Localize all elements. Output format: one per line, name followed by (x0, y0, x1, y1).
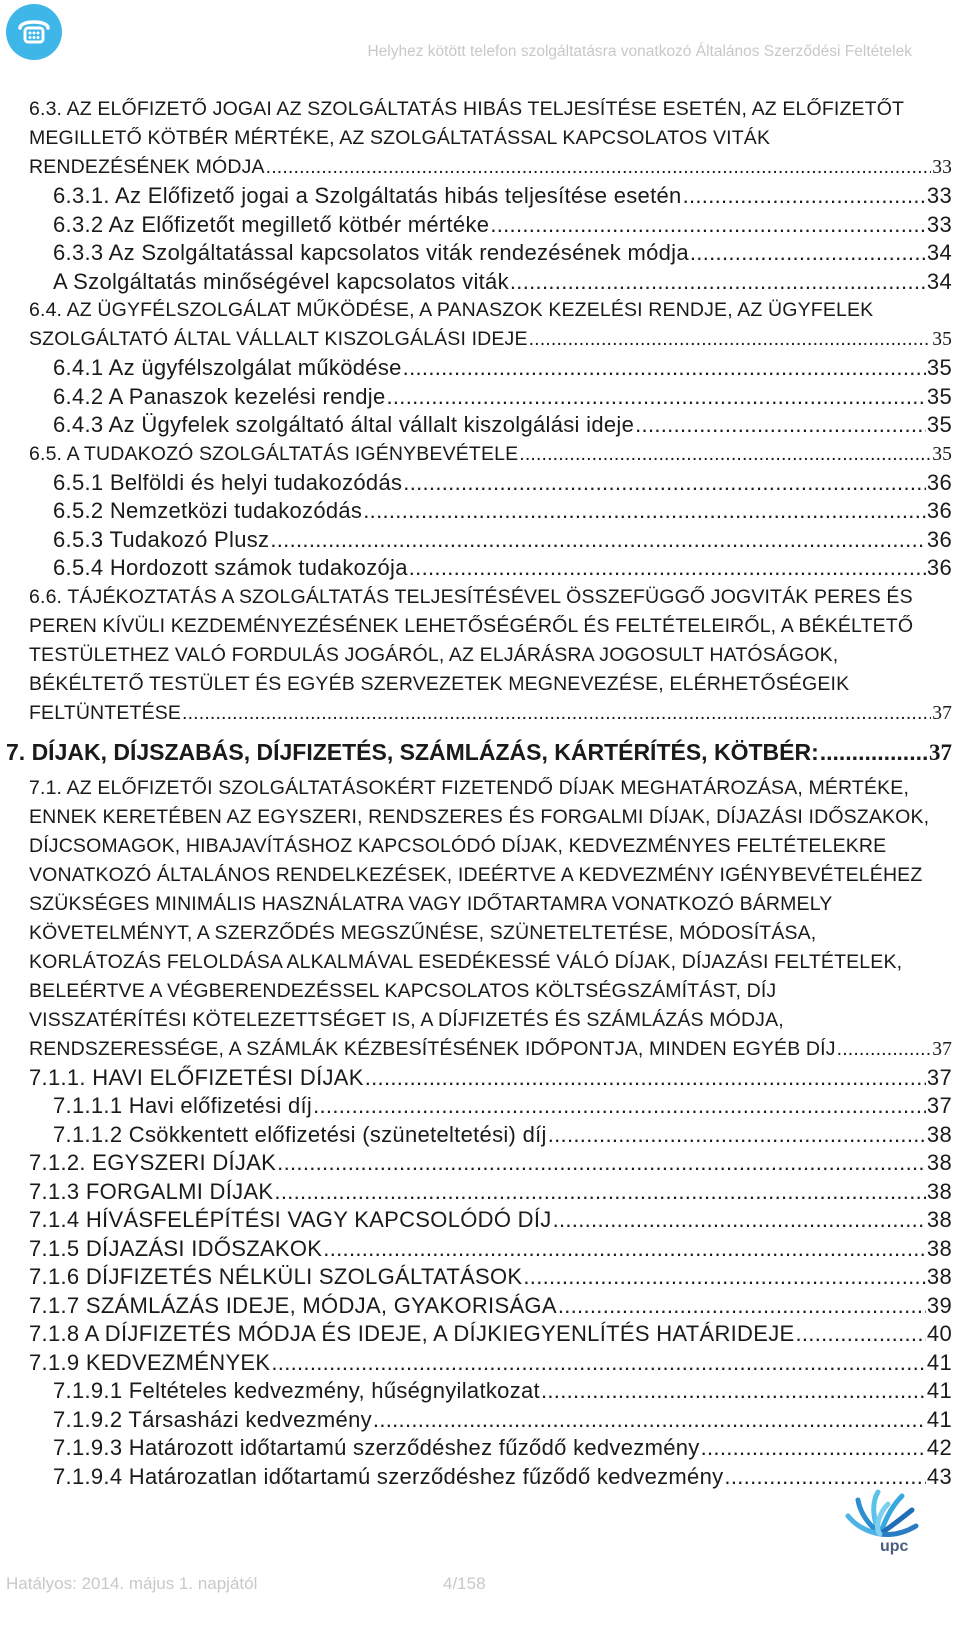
toc-entry[interactable] (0, 1121, 956, 1150)
toc-entry-title: ENNEK KERETÉBEN AZ EGYSZERI, RENDSZERES ÉS FORGALMI DÍJAK, DÍJAZÁSI IDŐSZAKOK, (29, 805, 930, 828)
toc-entry-title: 6.3.3 Az Szolgáltatással kapcsolatos viták rendezésének módja (53, 240, 689, 265)
toc-entry-title: 7.1.5 DÍJAZÁSI IDŐSZAKOK (29, 1235, 323, 1261)
dot-leader (373, 1406, 926, 1435)
page-number: 4/158 (443, 1574, 486, 1593)
toc-entry[interactable] (0, 469, 956, 498)
toc-entry-title: KÖVETELMÉNYT, A SZERZŐDÉS MEGSZŰNÉSE, SZÜNETELTETÉSE, MÓDOSÍTÁSA, (29, 921, 817, 944)
toc-entry-title: 7.1.9.4 Határozatlan időtartamú szerződéshez fűződő kedvezmény (53, 1463, 724, 1489)
toc-entry[interactable] (0, 670, 956, 699)
toc-page-number: 42 (926, 1435, 952, 1460)
toc-entry-title: 7.1. AZ ELŐFIZETŐI SZOLGÁLTATÁSOKÉRT FIZETENDŐ DÍJAK MEGHATÁROZÁSA, MÉRTÉKE, (29, 776, 910, 799)
dot-leader (690, 239, 926, 268)
dot-leader (409, 554, 926, 583)
toc-entry-title: 6.4.3 Az Ügyfelek szolgáltató által vállalt kiszolgálási ideje (53, 412, 635, 437)
dot-leader (683, 182, 926, 211)
dot-leader (365, 1064, 926, 1093)
dot-leader (490, 211, 926, 240)
dot-leader (386, 383, 925, 412)
dot-leader (795, 1320, 925, 1349)
toc-entry-title: 7.1.9 KEDVEZMÉNYEK (29, 1349, 271, 1375)
toc-page-number: 38 (926, 1150, 952, 1175)
toc-entry[interactable] (0, 1149, 956, 1178)
toc-page-number: 39 (926, 1292, 952, 1318)
dot-leader (277, 1149, 926, 1178)
toc-page-number: 37 (926, 1064, 952, 1090)
toc-entry-title: 7.1.6 DÍJFIZETÉS NÉLKÜLI SZOLGÁLTATÁSOK (29, 1264, 523, 1289)
toc-entry-title: 6.5.3 Tudakozó Plusz (53, 526, 270, 552)
toc-page-number: 35 (926, 412, 952, 437)
dot-leader (266, 153, 932, 182)
toc-entry[interactable] (0, 153, 956, 182)
toc-page-number: 37 (932, 1038, 952, 1060)
toc-entry-title: FELTÜNTETÉSE (29, 701, 182, 724)
toc-entry[interactable] (0, 832, 956, 861)
toc-entry[interactable] (0, 977, 956, 1006)
dot-leader (313, 1092, 926, 1121)
toc-page-number: 33 (926, 211, 952, 237)
toc-entry[interactable] (0, 774, 956, 803)
toc-entry-title: 7.1.7 SZÁMLÁZÁS IDEJE, MÓDJA, GYAKORISÁGA (29, 1292, 557, 1318)
toc-entry[interactable] (0, 641, 956, 670)
dot-leader (523, 1263, 926, 1292)
toc-entry[interactable] (0, 554, 956, 583)
toc-entry-title: 7.1.1. HAVI ELŐFIZETÉSI DÍJAK (29, 1064, 364, 1090)
toc-entry-title: 7.1.9.3 Határozott időtartamú szerződéshez fűződő kedvezmény (53, 1435, 700, 1460)
toc-page-number: 36 (926, 555, 952, 580)
toc-entry-title: MEGILLETŐ KÖTBÉR MÉRTÉKE, AZ SZOLGÁLTATÁSSAL KAPCSOLATOS VITÁK (29, 127, 771, 149)
toc-page-number: 34 (926, 240, 952, 265)
dot-leader (274, 1178, 926, 1207)
document-header-title: Helyhez kötött telefon szolgáltatásra vonatkozó Általános Szerződési Feltételek (367, 43, 912, 60)
dot-leader (837, 1035, 932, 1064)
toc-entry[interactable] (0, 497, 956, 526)
toc-page-number: 36 (926, 469, 952, 495)
toc-entry[interactable] (0, 1206, 956, 1235)
dot-leader (182, 699, 931, 728)
toc-entry[interactable] (0, 803, 956, 832)
toc-page-number: 35 (932, 443, 952, 465)
toc-entry[interactable] (0, 1349, 956, 1378)
dot-leader (701, 1434, 926, 1463)
toc-entry[interactable] (0, 1006, 956, 1035)
toc-page-number: 38 (926, 1178, 952, 1204)
toc-entry-title: VONATKOZÓ ÁLTALÁNOS RENDELKEZÉSEK, IDEÉRTVE A KEDVEZMÉNY IGÉNYBEVÉTELÉHEZ (29, 863, 923, 886)
toc-entry-title: A Szolgáltatás minőségével kapcsolatos viták (53, 268, 509, 294)
toc-page-number: 34 (926, 268, 952, 294)
dot-leader (820, 732, 928, 772)
toc-entry[interactable] (0, 612, 956, 641)
toc-entry[interactable] (0, 1406, 956, 1435)
toc-entry-title: RENDSZERESSÉGE, A SZÁMLÁK KÉZBESÍTÉSÉNEK IDŐPONTJA, MINDEN EGYÉB DÍJ (29, 1037, 836, 1060)
upc-logo-text: upc (880, 1538, 909, 1555)
toc-entry-title: KORLÁTOZÁS FELOLDÁSA ALKALMÁVAL ESEDÉKESSÉ VÁLÓ DÍJAK, DÍJAZÁSI FELTÉTELEK, (29, 950, 903, 973)
toc-entry[interactable] (0, 1092, 956, 1121)
dot-leader (510, 268, 926, 297)
toc-entry[interactable] (0, 1377, 956, 1406)
dot-leader (323, 1235, 926, 1264)
toc-entry[interactable] (0, 699, 956, 728)
toc-entry-title: SZOLGÁLTATÓ ÁLTAL VÁLLALT KISZOLGÁLÁSI IDEJE (29, 328, 528, 350)
dot-leader (553, 1206, 926, 1235)
toc-page-number: 37 (926, 1093, 952, 1118)
toc-page-number: 40 (926, 1321, 952, 1346)
toc-page-number: 41 (926, 1378, 952, 1403)
dot-leader (271, 1349, 926, 1378)
toc-page-number: 41 (926, 1406, 952, 1432)
toc-entry-title: 6.5.1 Belföldi és helyi tudakozódás (53, 469, 403, 495)
toc-entry[interactable] (0, 239, 956, 268)
toc-page-number: 36 (926, 526, 952, 552)
toc-entry-title: 6.4.2 A Panaszok kezelési rendje (53, 383, 386, 409)
toc-entry[interactable] (0, 325, 956, 354)
toc-entry-title: 6.3.1. Az Előfizető jogai a Szolgáltatás hibás teljesítése esetén (53, 183, 682, 208)
toc-entry-title: 7.1.1.1 Havi előfizetési díj (53, 1093, 313, 1118)
toc-entry-title: 7.1.1.2 Csökkentett előfizetési (szüneteltetési) díj (53, 1121, 547, 1147)
toc-entry-title: 6.4.1 Az ügyfélszolgálat működése (53, 355, 402, 380)
toc-entry-title: 6.4. AZ ÜGYFÉLSZOLGÁLAT MŰKÖDÉSE, A PANASZOK KEZELÉSI RENDJE, AZ ÜGYFELEK (29, 299, 874, 321)
dot-leader (403, 354, 926, 383)
toc-entry[interactable] (0, 1035, 956, 1064)
toc-entry-title: PEREN KÍVÜLI KEZDEMÉNYEZÉSÉNEK LEHETŐSÉGÉRŐL ÉS FELTÉTELEIRŐL, A BÉKÉLTETŐ (29, 614, 914, 637)
toc-page-number: 38 (926, 1235, 952, 1261)
toc-entry-title: 7.1.8 A DÍJFIZETÉS MÓDJA ÉS IDEJE, A DÍJKIEGYENLÍTÉS HATÁRIDEJE (29, 1321, 795, 1346)
toc-entry-title: 7.1.2. EGYSZERI DÍJAK (29, 1150, 277, 1175)
toc-entry[interactable] (0, 411, 956, 440)
effective-date: Hatályos: 2014. május 1. napjától (6, 1574, 258, 1593)
toc-entry-title: 7.1.4 HÍVÁSFELÉPÍTÉSI VAGY KAPCSOLÓDÓ DÍJ (29, 1207, 552, 1232)
dot-leader (558, 1292, 926, 1321)
toc-entry-title: 7.1.9.2 Társasházi kedvezmény (53, 1406, 372, 1432)
toc-entry-title: VISSZATÉRÍTÉSI KÖTELEZETTSÉGET IS, A DÍJFIZETÉS ÉS SZÁMLÁZÁS MÓDJA, (29, 1008, 784, 1031)
toc-entry[interactable] (0, 526, 956, 555)
toc-page-number: 41 (926, 1349, 952, 1375)
toc-page-number: 35 (926, 383, 952, 409)
toc-entry[interactable] (0, 861, 956, 890)
toc-entry[interactable] (0, 354, 956, 383)
dot-leader (635, 411, 926, 440)
toc-entry[interactable] (0, 1434, 956, 1463)
toc-entry-title: RENDEZÉSÉNEK MÓDJA (29, 156, 265, 178)
toc-entry[interactable] (0, 211, 956, 240)
dot-leader (403, 469, 926, 498)
toc-entry-title: BELEÉRTVE A VÉGBERENDEZÉSSEL KAPCSOLATOS KÖLTSÉGSZÁMÍTÁST, DÍJ (29, 979, 777, 1002)
toc-entry[interactable] (0, 890, 956, 919)
dot-leader (519, 440, 931, 469)
toc-entry-title: 6.6. TÁJÉKOZTATÁS A SZOLGÁLTATÁS TELJESÍTÉSÉVEL ÖSSZEFÜGGŐ JOGVITÁK PERES ÉS (29, 585, 913, 608)
toc-entry[interactable] (0, 296, 956, 325)
toc-entry[interactable] (0, 1320, 956, 1349)
toc-page-number: 35 (926, 355, 952, 380)
toc-page-number: 38 (926, 1207, 952, 1232)
toc-page-number: 33 (926, 183, 952, 208)
toc-entry[interactable] (0, 1263, 956, 1292)
dot-leader (270, 526, 926, 555)
toc-entry[interactable] (0, 182, 956, 211)
toc-entry[interactable] (0, 1292, 956, 1321)
toc-page-number: 33 (932, 157, 952, 178)
toc-entry-title: 6.5. A TUDAKOZÓ SZOLGÁLTATÁS IGÉNYBEVÉTELE (29, 442, 519, 465)
toc-entry[interactable] (0, 440, 956, 469)
dot-leader (548, 1121, 926, 1150)
toc-entry-title: TESTÜLETHEZ VALÓ FORDULÁS JOGÁRÓL, AZ ELJÁRÁSRA JOGOSULT HATÓSÁGOK, (29, 643, 839, 666)
toc-page-number: 36 (926, 498, 952, 523)
toc-entry-title: 6.3.2 Az Előfizetőt megillető kötbér mértéke (53, 211, 490, 237)
phone-icon (6, 4, 62, 60)
dot-leader (541, 1377, 926, 1406)
toc-entry[interactable] (0, 124, 956, 153)
toc-entry[interactable] (0, 583, 956, 612)
dot-leader (529, 325, 932, 354)
toc-entry-title: BÉKÉLTETŐ TESTÜLET ÉS EGYÉB SZERVEZETEK MEGNEVEZÉSE, ELÉRHETŐSÉGEIK (29, 672, 850, 695)
toc-page-number: 38 (926, 1264, 952, 1289)
toc-entry-title: 6.5.4 Hordozott számok tudakozója (53, 555, 408, 580)
toc-entry[interactable] (0, 268, 956, 297)
toc-entry[interactable] (0, 1235, 956, 1264)
toc-entry-title: 7.1.9.1 Feltételes kedvezmény, hűségnyilatkozat (53, 1378, 540, 1403)
toc-entry[interactable] (0, 1463, 956, 1492)
toc-entry[interactable] (0, 1064, 956, 1093)
toc-page-number: 43 (926, 1463, 952, 1489)
toc-page-number: 37 (929, 739, 952, 765)
table-of-contents (0, 95, 960, 1491)
dot-leader (363, 497, 926, 526)
toc-entry[interactable] (0, 95, 956, 124)
toc-entry[interactable] (0, 383, 956, 412)
dot-leader (724, 1463, 926, 1492)
toc-entry[interactable] (0, 732, 956, 772)
toc-page-number: 37 (932, 702, 952, 724)
toc-entry-title: 7. DÍJAK, DÍJSZABÁS, DÍJFIZETÉS, SZÁMLÁZÁS, KÁRTÉRÍTÉS, KÖTBÉR: (6, 738, 819, 765)
toc-page-number: 38 (926, 1121, 952, 1147)
toc-entry[interactable] (0, 1178, 956, 1207)
toc-entry-title: 6.5.2 Nemzetközi tudakozódás (53, 498, 363, 523)
toc-entry[interactable] (0, 948, 956, 977)
toc-page-number: 35 (932, 329, 952, 350)
toc-entry[interactable] (0, 919, 956, 948)
toc-entry-title: 7.1.3 FORGALMI DÍJAK (29, 1178, 274, 1204)
toc-entry-title: DÍJCSOMAGOK, HIBAJAVÍTÁSHOZ KAPCSOLÓDÓ DÍJAK, KEDVEZMÉNYES FELTÉTELEKRE (29, 834, 887, 857)
toc-entry-title: 6.3. AZ ELŐFIZETŐ JOGAI AZ SZOLGÁLTATÁS HIBÁS TELJESÍTÉSE ESETÉN, AZ ELŐFIZETŐT (29, 98, 905, 120)
toc-entry-title: SZÜKSÉGES MINIMÁLIS HASZNÁLATRA VAGY IDŐTARTAMRA VONATKOZÓ BÁRMELY (29, 892, 833, 915)
